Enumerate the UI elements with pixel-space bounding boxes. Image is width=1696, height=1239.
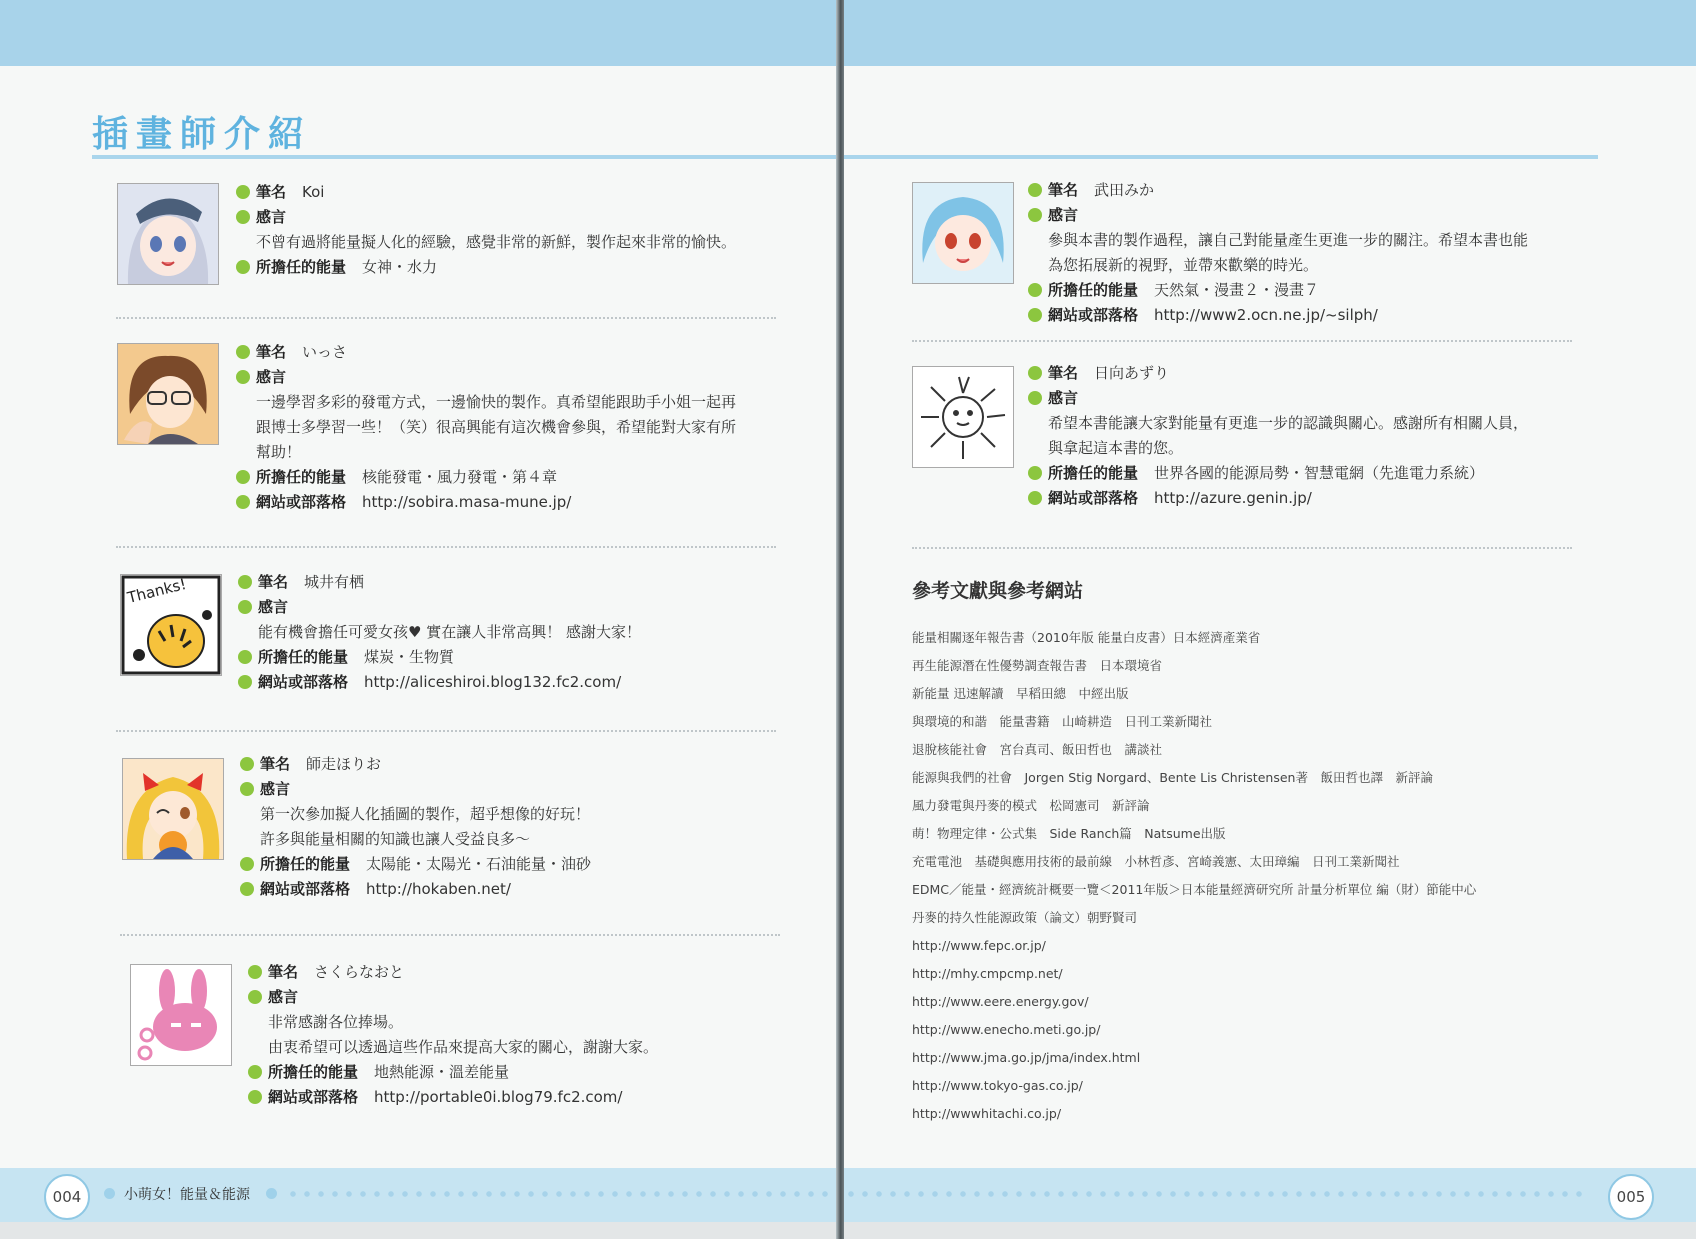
footer-strip — [844, 1222, 1696, 1239]
green-bullet-icon — [236, 260, 250, 274]
energy-label: 所擔任的能量 — [268, 1063, 359, 1081]
green-bullet-icon — [236, 210, 250, 224]
website-link[interactable]: http://azure.genin.jp/ — [1154, 489, 1312, 507]
website-link[interactable]: http://sobira.masa-mune.jp/ — [362, 493, 572, 511]
website-label: 網站或部落格 — [1048, 306, 1139, 324]
illustrator-issa — [236, 340, 736, 515]
green-bullet-icon — [1028, 366, 1042, 380]
reference-item: 退脫核能社會 宮台真司、飯田哲也 講談社 — [912, 742, 1163, 757]
avatar-shiroi — [120, 574, 222, 676]
comment-label: 感言 — [1048, 206, 1079, 224]
website-label: 網站或部落格 — [258, 673, 349, 691]
website-label: 網站或部落格 — [260, 880, 351, 898]
comment-text: 跟博士多學習一些！（笑）很高興能有這次機會參與，希望能對大家有所 — [256, 418, 737, 436]
reference-link[interactable]: http://www.tokyo-gas.co.jp/ — [912, 1078, 1083, 1093]
reference-item: 新能量 迅速解讀 早稻田總 中經出版 — [912, 686, 1129, 701]
green-bullet-icon — [1028, 466, 1042, 480]
reference-item: EDMC／能量・經濟統計概要一覽＜2011年版＞日本能量經濟研究所 計量分析單位 編（財）節能中心 — [912, 882, 1477, 897]
energy-value: 核能發電・風力發電・第４章 — [362, 468, 558, 486]
dotted-separator — [116, 730, 776, 732]
pen-name-label: 筆名 — [268, 963, 299, 981]
avatar-takeda — [912, 182, 1014, 284]
reference-item: 風力發電與丹麥的模式 松岡憲司 新評論 — [912, 798, 1150, 813]
illustrator-shiwasu — [240, 752, 591, 902]
pen-name-label: 筆名 — [256, 183, 287, 201]
energy-label: 所擔任的能量 — [256, 468, 347, 486]
green-bullet-icon — [1028, 491, 1042, 505]
avatar-hinata — [912, 366, 1014, 468]
illustrator-koi — [236, 180, 736, 280]
energy-value: 太陽能・太陽光・石油能量・油砂 — [366, 855, 592, 873]
comment-text: 由衷希望可以透過這些作品來提高大家的關心，謝謝大家。 — [268, 1038, 659, 1056]
energy-label: 所擔任的能量 — [256, 258, 347, 276]
energy-label: 所擔任的能量 — [258, 648, 349, 666]
anime-girl-icon — [123, 759, 223, 859]
comment-text: 能有機會擔任可愛女孩♥ 實在讓人非常高興！ 感謝大家！ — [258, 623, 641, 641]
avatar-shiwasu — [122, 758, 224, 860]
avatar-koi — [117, 183, 219, 285]
green-bullet-icon — [248, 1090, 262, 1104]
pen-name-value: Koi — [302, 183, 325, 201]
references-title: 參考文獻與參考網站 — [912, 580, 1084, 602]
title-underline — [92, 155, 838, 159]
green-bullet-icon — [236, 345, 250, 359]
sun-doodle-icon — [913, 367, 1013, 467]
reference-item: 萌！物理定律・公式集 Side Ranch篇 Natsume出版 — [912, 826, 1226, 841]
pen-name-value: 城井有栖 — [304, 573, 365, 591]
comment-text: 非常感謝各位捧場。 — [268, 1013, 404, 1031]
footer-strip — [0, 1222, 838, 1239]
energy-value: 女神・水力 — [362, 258, 438, 276]
reference-item: 能源與我們的社會 Jorgen Stig Norgard、Bente Lis Christensen著 飯田哲也譯 新評論 — [912, 770, 1433, 785]
energy-value: 煤炭・生物質 — [364, 648, 455, 666]
reference-link[interactable]: http://mhy.cmpcmp.net/ — [912, 966, 1063, 981]
green-bullet-icon — [248, 965, 262, 979]
website-link[interactable]: http://hokaben.net/ — [366, 880, 511, 898]
pen-name-label: 筆名 — [260, 755, 291, 773]
green-bullet-icon — [1028, 391, 1042, 405]
energy-value: 世界各國的能源局勢・智慧電網（先進電力系統） — [1154, 464, 1485, 482]
top-band — [844, 0, 1696, 66]
reference-link[interactable]: http://wwwhitachi.co.jp/ — [912, 1106, 1062, 1121]
footer-dot — [266, 1188, 277, 1199]
pen-name-value: 日向あずり — [1094, 364, 1170, 382]
svg-text:Thanks!: Thanks! — [125, 575, 189, 607]
title-underline — [844, 155, 1598, 159]
website-link[interactable]: http://aliceshiroi.blog132.fc2.com/ — [364, 673, 622, 691]
energy-value: 天然氣・漫畫２・漫畫７ — [1154, 281, 1320, 299]
website-link[interactable]: http://www2.ocn.ne.jp/~silph/ — [1154, 306, 1378, 324]
green-bullet-icon — [248, 990, 262, 1004]
anime-girl-icon — [118, 184, 218, 284]
green-bullet-icon — [236, 495, 250, 509]
comment-text: 與拿起這本書的您。 — [1048, 439, 1184, 457]
green-bullet-icon — [240, 757, 254, 771]
energy-label: 所擔任的能量 — [1048, 464, 1139, 482]
energy-value: 地熱能源・溫差能量 — [374, 1063, 510, 1081]
website-label: 網站或部落格 — [256, 493, 347, 511]
dotted-separator — [116, 546, 776, 548]
comment-label: 感言 — [256, 368, 287, 386]
comment-text: 希望本書能讓大家對能量有更進一步的認識與關心。感謝所有相關人員， — [1048, 414, 1529, 432]
avatar-sakura — [130, 964, 232, 1066]
green-bullet-icon — [1028, 208, 1042, 222]
pen-name-label: 筆名 — [258, 573, 289, 591]
pen-name-value: いっさ — [302, 343, 348, 361]
pen-name-label: 筆名 — [1048, 181, 1079, 199]
anime-girl-icon — [118, 344, 218, 444]
illustrator-hinata — [1028, 361, 1528, 511]
comment-text: 一邊學習多彩的發電方式，一邊愉快的製作。真希望能跟助手小姐一起再 — [256, 393, 737, 411]
green-bullet-icon — [240, 782, 254, 796]
website-label: 網站或部落格 — [1048, 489, 1139, 507]
reference-link[interactable]: http://www.jma.go.jp/jma/index.html — [912, 1050, 1141, 1065]
pen-name-value: さくらなおと — [314, 963, 405, 981]
energy-label: 所擔任的能量 — [1048, 281, 1139, 299]
dotted-separator — [912, 547, 1572, 549]
comment-text: 參與本書的製作過程，讓自己對能量產生更進一步的關注。希望本書也能 — [1048, 231, 1529, 249]
comment-label: 感言 — [268, 988, 299, 1006]
comment-text: 不曾有過將能量擬人化的經驗，感覺非常的新鮮，製作起來非常的愉快。 — [256, 233, 737, 251]
pink-rabbit-icon — [131, 965, 231, 1065]
reference-link[interactable]: http://www.eere.energy.gov/ — [912, 994, 1089, 1009]
pen-name-label: 筆名 — [256, 343, 287, 361]
avatar-issa — [117, 343, 219, 445]
references-list — [912, 624, 1476, 1128]
illustrator-sakura — [248, 960, 658, 1110]
green-bullet-icon — [240, 857, 254, 871]
green-bullet-icon — [238, 650, 252, 664]
reference-link[interactable]: http://www.fepc.or.jp/ — [912, 938, 1046, 953]
page-number: 005 — [1608, 1174, 1654, 1220]
book-title: 小萌女！能量＆能源 — [124, 1187, 250, 1203]
reference-link[interactable]: http://www.enecho.meti.go.jp/ — [912, 1022, 1101, 1037]
reference-item: 與環境的和諧 能量書籍 山崎耕造 日刊工業新聞社 — [912, 714, 1213, 729]
footer-dots — [844, 1190, 1584, 1198]
dotted-separator — [912, 340, 1572, 342]
green-bullet-icon — [1028, 283, 1042, 297]
reference-item: 丹麥的持久性能源政策（論文）朝野賢司 — [912, 910, 1138, 925]
top-band — [0, 0, 838, 66]
dotted-separator — [120, 934, 780, 936]
website-label: 網站或部落格 — [268, 1088, 359, 1106]
green-bullet-icon — [238, 575, 252, 589]
green-bullet-icon — [1028, 308, 1042, 322]
pen-name-label: 筆名 — [1048, 364, 1079, 382]
reference-item: 充電電池 基礎與應用技術的最前線 小林哲彥、宮崎義憲、太田璋編 日刊工業新聞社 — [912, 854, 1400, 869]
reference-item: 再生能源潛在性優勢調查報告書 日本環境省 — [912, 658, 1163, 673]
energy-label: 所擔任的能量 — [260, 855, 351, 873]
green-bullet-icon — [1028, 183, 1042, 197]
comment-text: 為您拓展新的視野，並帶來歡樂的時光。 — [1048, 256, 1319, 274]
website-link[interactable]: http://portable0i.blog79.fc2.com/ — [374, 1088, 623, 1106]
green-bullet-icon — [238, 675, 252, 689]
comment-text: 幫助！ — [256, 443, 302, 461]
green-bullet-icon — [238, 600, 252, 614]
illustrator-takeda — [1028, 178, 1528, 328]
green-bullet-icon — [236, 370, 250, 384]
green-bullet-icon — [236, 185, 250, 199]
reference-item: 能量相關逐年報告書（2010年版 能量白皮書）日本經濟產業省 — [912, 630, 1261, 645]
comment-text: 第一次參加擬人化插圖的製作，超乎想像的好玩！ — [260, 805, 591, 823]
footer-dots — [286, 1190, 838, 1198]
comment-label: 感言 — [1048, 389, 1079, 407]
illustrator-shiroi — [238, 570, 641, 695]
comment-label: 感言 — [258, 598, 289, 616]
comment-label: 感言 — [256, 208, 287, 226]
comment-text: 許多與能量相關的知識也讓人受益良多～ — [260, 830, 531, 848]
green-bullet-icon — [240, 882, 254, 896]
page-number: 004 — [44, 1174, 90, 1220]
footer-dot — [104, 1188, 115, 1199]
green-bullet-icon — [236, 470, 250, 484]
anime-girl-icon — [913, 183, 1013, 283]
left-page — [0, 0, 838, 1239]
tiger-thanks-icon — [121, 575, 221, 675]
pen-name-value: 師走ほりお — [306, 755, 382, 773]
dotted-separator — [116, 317, 776, 319]
page-title: 插畫師介紹 — [92, 113, 313, 155]
pen-name-value: 武田みか — [1094, 181, 1155, 199]
green-bullet-icon — [248, 1065, 262, 1079]
comment-label: 感言 — [260, 780, 291, 798]
